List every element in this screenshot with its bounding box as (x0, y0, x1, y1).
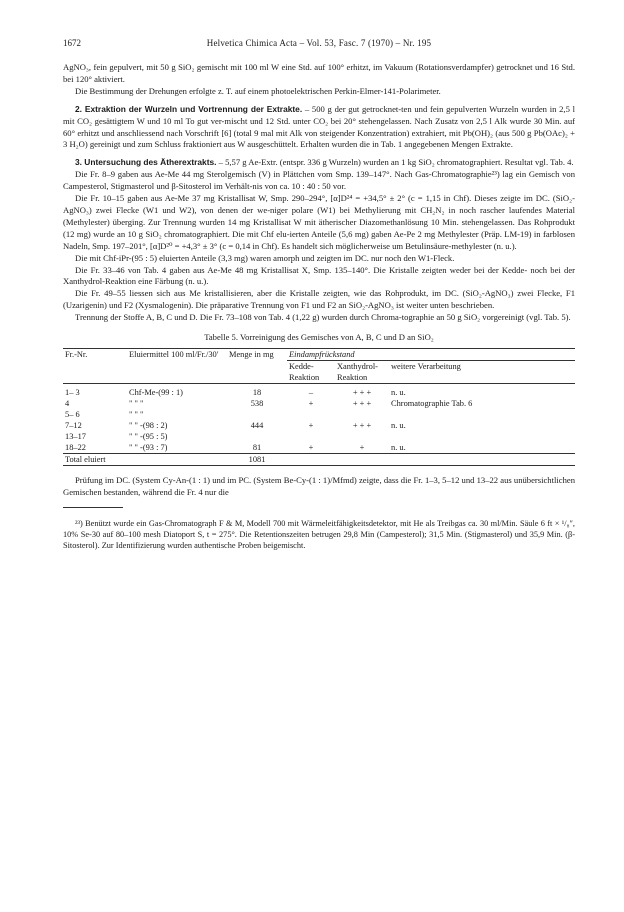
cell: 444 (250, 420, 264, 430)
cell: + + + (352, 398, 372, 408)
cell: " " " (129, 409, 144, 419)
cell (389, 431, 575, 442)
cell: n. u. (391, 420, 406, 430)
cell: Chromatographie Tab. 6 (391, 398, 473, 408)
cell: – (308, 387, 314, 397)
cell: 13–17 (65, 431, 86, 441)
col-header-eluent: Eluiermittel 100 ml/Fr./30′ (127, 348, 227, 383)
table-row (63, 398, 575, 409)
paragraph: Die Fr. 33–46 von Tab. 4 gaben aus Ae-Me 48 mg Kristallisat X, Smp. 135–140°. Die Kristalle zeigten weder bei der Kedde- noch bei der Xanthydrol-Reaktion eine Färbung (n. u.). (63, 264, 575, 287)
section-3 (63, 157, 575, 169)
section-heading: 3. Untersuchung des Ätherextrakts. (75, 157, 217, 168)
paragraph: AgNO₃, fein gepulvert, mit 50 g SiO₂ gemischt mit 100 ml W eine Std. auf 100° erhitzt, im Vakuum (Rotationsverdampfer) getrocknet und 16 Std. bei 120° aktiviert. (63, 62, 575, 84)
cell: " " -(98 : 2) (129, 420, 168, 430)
cell (335, 409, 389, 420)
paragraph: Die Fr. 49–55 liessen sich aus Me kristallisieren, aber die Kristalle zeigten, wie das Rohprodukt, im DC. (SiO₂-AgNO₃) zwei Flecke, F1 (Uzarigenin) und F2 (Xysmalogenin). Die präparative Trennung von F1 und F2 an SiO₂-AgNO₃ ist weiter unten beschrieben. (63, 288, 575, 311)
cell: + + + (352, 387, 372, 397)
paragraph: Die Bestimmung der Drehungen erfolgte z. T. auf einem photoelektrischen Perkin-Elmer-141-Polarimeter. (75, 85, 441, 96)
section-text: – 5,57 g Ae-Extr. (entspr. 336 g Wurzeln) wurden an 1 kg SiO₂ chromatographiert. Resultat vgl. Tab. 4. (216, 157, 574, 168)
cell: 7–12 (65, 420, 82, 430)
col-header-kedde: Kedde-Reaktion (289, 361, 320, 382)
cell: " " -(95 : 5) (129, 431, 168, 441)
paragraph: Die Fr. 10–15 gaben aus Ae-Me 37 mg Kristallisat W, Smp. 290–294°, [α]D²⁴ = +34,5° ± 2° (c = 1,15 in Chf). Dieses zeigte im DC. (SiO₂-AgNO₃) zwei Flecke (W1 und W2), von denen der we-niger polare (W1) bei Methylierung mit CH₂N₂ in noch rascher laufendes Material (Methylester) überging. Zur Trennung wurden 14 mg Kristallisat W mit ätherischer Diazomethanlösung 10 Min. stehengelassen. Das Rohprodukt (12 mg) wurde an 10 g SiO₂ chromatographiert. Die mit Chf elu-ierten Anteile (5,6 mg) gaben Ae-Pe 2 mg Methylester (Präp. LM-19) in farblosen Nadeln, Smp. 197–201°, [α]D²⁰ = +4,3° ± 3° (c = 0,14 in Chf). Es handelt sich möglicherweise um Betulinsäure-methylester (n. u.). (63, 193, 575, 251)
section-heading: 2. Extraktion der Wurzeln und Vortrennung der Extrakte. (75, 103, 303, 114)
table-row (63, 387, 575, 398)
cell: + (359, 442, 365, 452)
section-text: – 500 g der gut getrocknet-ten und fein gepulverten Wurzeln wurden in 2,5 l mit CO₂ gesättigtem W und 10 ml To gut ver-mischt und 12 Std. unter CO₂ bei 20° stehengelassen. Nach Zusatz von 2,5 l Alk wurde 30 Min. auf 60° erhitzt und anschliessend nach Vorschrift [6] (total 9 mal mit Alk von steigender Konzentration) extrahiert, mit Pb(OH)₂ (aus 500 g Pb(OAc)₂ + 3 H₂O) gereinigt und zum Schluss fraktioniert aus W ausgeschüttelt. Erhalten wurden die in Tab. 1 angegebenen Mengen Extrakte. (63, 103, 576, 150)
cell: n. u. (391, 387, 406, 397)
cell: " " -(93 : 7) (129, 442, 168, 452)
cell (335, 431, 389, 442)
col-header-fr: Fr.-Nr. (63, 348, 127, 383)
cell (287, 431, 335, 442)
cell: 81 (252, 442, 262, 452)
cell: + (308, 420, 314, 430)
cell: " " " (129, 398, 144, 408)
journal-title: Helvetica Chimica Acta – Vol. 53, Fasc. 7 (1970) – Nr. 195 (206, 38, 432, 48)
cell: + (308, 398, 314, 408)
col-header-xanth: Xanthydrol-Reaktion (337, 361, 378, 382)
cell: 538 (250, 398, 264, 408)
cell (389, 409, 575, 420)
cell: 18–22 (65, 442, 86, 452)
data-table (63, 348, 575, 467)
col-header-group: Eindampfrückstand (287, 348, 575, 360)
table-row (63, 409, 575, 420)
cell: 4 (65, 398, 70, 408)
footnote-rule (63, 507, 123, 508)
table-row (63, 420, 575, 431)
table-caption: Tabelle 5. Vorreinigung des Gemisches von A, B, C und D an SiO₂ (204, 332, 434, 343)
total-label: Total eluiert (63, 453, 227, 465)
page (63, 38, 575, 551)
cell: 1– 3 (65, 387, 80, 397)
cell: n. u. (391, 442, 406, 452)
paragraph: Die mit Chf-iPr-(95 : 5) eluierten Anteile (3,3 mg) waren amorph und zeigten im DC. nur noch den W1-Fleck. (75, 252, 455, 263)
footnote: ²³) Benützt wurde ein Gas-Chromatograph F & M, Modell 700 mit Wärmeleitfähigkeitsdetektor, mit He als Treibgas ca. 30 ml/Min. Säule 6 ft × ¹/₈″, 10% Se-30 auf 80–100 mesh Diatoport S, t = 275°. Die Retentionszeiten betrugen 29,8 Min (Campesterol); 31,5 Min. (Stigmasterol) und 35,9 Min. (β-Sitosterol). Zur Identifizierung wurden authentische Proben beigemischt. (63, 518, 575, 551)
cell (287, 409, 335, 420)
cell (227, 431, 287, 442)
table-total-row (63, 453, 575, 465)
running-header (63, 38, 575, 52)
cell: + (308, 442, 314, 452)
cell: 5– 6 (65, 409, 80, 419)
paragraph: Die Fr. 8–9 gaben aus Ae-Me 44 mg Sterolgemisch (V) in Plättchen vom Smp. 139–147°. Nach Gas-Chromatographie²³) lag ein Gemisch von Campesterol, Stigmasterol und β-Sitosterol im Verhält-nis von ca. 10 : 40 : 50 vor. (63, 169, 575, 192)
page-number: 1672 (63, 38, 81, 48)
total-value: 1081 (227, 453, 287, 465)
cell: Chf-Me-(99 : 1) (129, 387, 183, 397)
col-header-menge: Menge in mg (227, 348, 287, 383)
paragraph: Trennung der Stoffe A, B, C und D. Die Fr. 73–108 von Tab. 4 (1,22 g) wurden durch Chroma-tographie an 50 g SiO₂ vorgereinigt (vgl. Tab. 5). (75, 312, 571, 323)
cell: + + + (352, 420, 372, 430)
cell: 18 (252, 387, 262, 397)
cell (227, 409, 287, 420)
section-2 (63, 104, 575, 152)
table-row (63, 431, 575, 442)
paragraph: Prüfung im DC. (System Cy-An-(1 : 1) und im PC. (System Be-Cy-(1 : 1)/Mfmd) zeigte, dass die Fr. 1–3, 5–12 und 13–22 aus unübersichtlichen Gemischen bestanden, während die Fr. 4 nur die (63, 474, 575, 497)
col-header-weitere: weitere Verarbeitung (391, 361, 461, 371)
table-row (63, 442, 575, 454)
